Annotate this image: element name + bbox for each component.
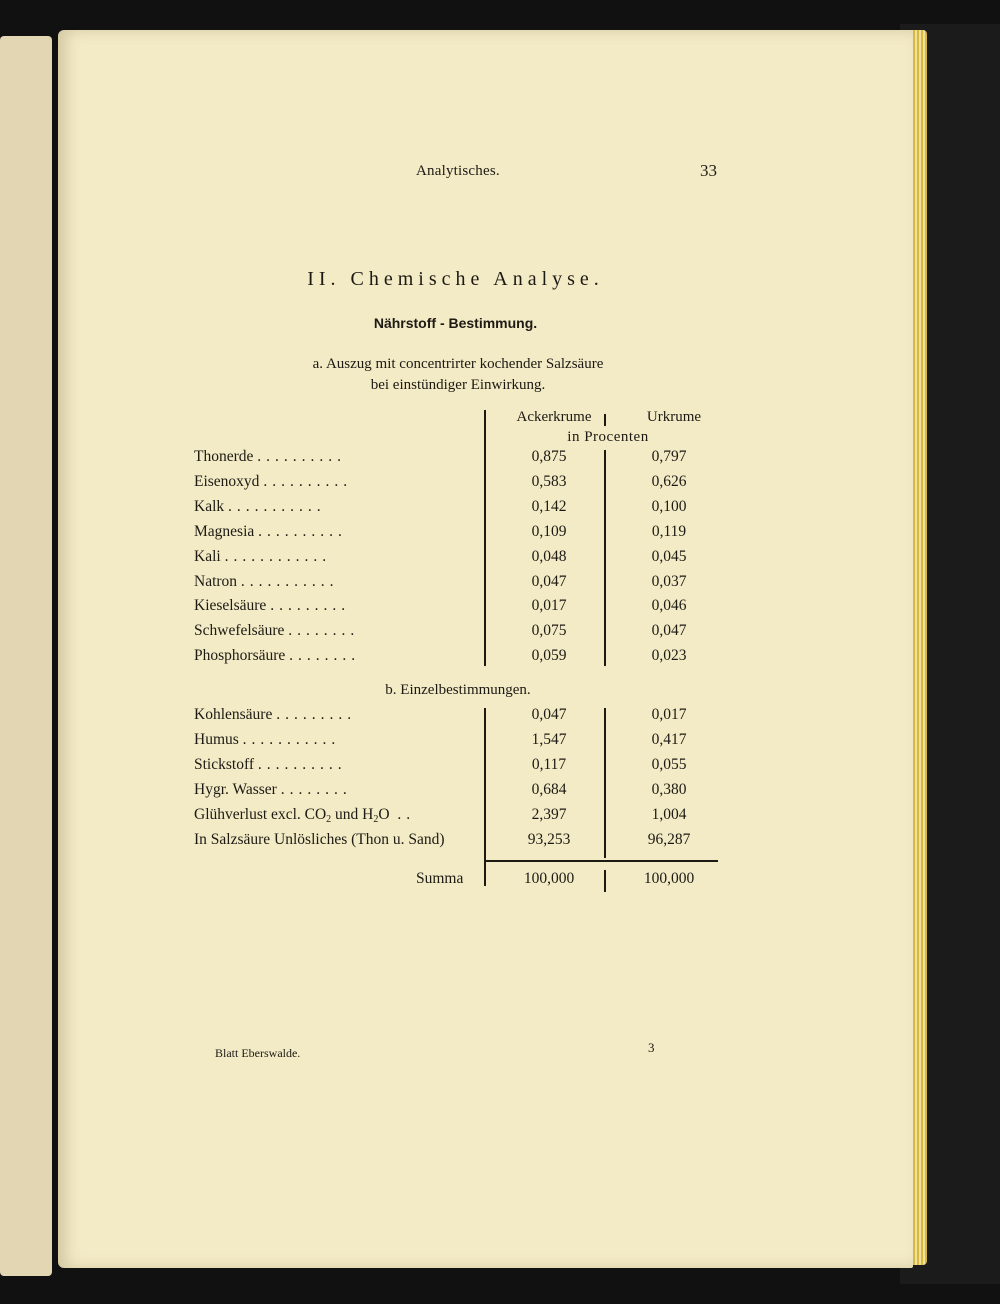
row-label: Glühverlust excl. $CO_2$ und $H_2O$ ..: [194, 806, 416, 825]
row-label: In Salzsäure Unlösliches (Thon u. Sand): [194, 831, 445, 848]
value-ackerkrume: 0,048: [531, 547, 567, 565]
value-urkrume: 0,100: [651, 497, 687, 515]
table-row: [194, 731, 754, 755]
row-label: Kalk ...........: [194, 497, 326, 515]
value-ackerkrume: 0,583: [531, 472, 567, 490]
footer-signature: Blatt Eberswalde.: [215, 1046, 301, 1060]
sum-ackerkrume: 100,000: [523, 870, 575, 887]
page-title: II. Chemische Analyse.: [307, 268, 604, 290]
value-urkrume: 0,037: [651, 572, 687, 590]
value-urkrume: 0,045: [651, 547, 687, 565]
table-row: [194, 706, 754, 730]
value-urkrume: 1,004: [651, 806, 687, 823]
sum-row: [194, 870, 754, 894]
book-page: [58, 30, 913, 1268]
page-number: 33: [700, 161, 717, 180]
table-row: [194, 597, 754, 621]
value-ackerkrume: 1,547: [531, 731, 567, 748]
value-ackerkrume: 0,047: [531, 572, 567, 590]
row-label: Kohlensäure .........: [194, 706, 357, 723]
value-ackerkrume: 0,142: [531, 497, 567, 515]
table-row: [194, 473, 754, 497]
table-row: [194, 756, 754, 780]
value-urkrume: 0,380: [651, 781, 687, 798]
table-row: [194, 523, 754, 547]
section-a-heading-line2: bei einstündiger Einwirkung.: [370, 377, 546, 393]
value-ackerkrume: 0,075: [531, 622, 567, 640]
table-row: [194, 622, 754, 646]
value-ackerkrume: 93,253: [527, 831, 571, 848]
row-label: Phosphorsäure ........: [194, 647, 361, 665]
value-ackerkrume: 0,017: [531, 597, 567, 615]
table-row: [194, 573, 754, 597]
left-page-edge: [0, 36, 52, 1276]
value-ackerkrume: 0,875: [531, 448, 567, 465]
value-ackerkrume: 0,047: [531, 706, 567, 723]
value-ackerkrume: 0,684: [531, 781, 567, 798]
value-urkrume: 0,417: [651, 731, 687, 748]
running-head: Analytisches.: [416, 163, 500, 179]
table-row: [194, 831, 754, 855]
row-label: Schwefelsäure ........: [194, 622, 360, 640]
value-urkrume: 0,797: [651, 448, 687, 465]
column-unit: in Procenten: [567, 429, 649, 445]
column-header-ackerkrume: Ackerkrume: [516, 409, 592, 425]
value-urkrume: 0,047: [651, 622, 687, 640]
value-ackerkrume: 0,109: [531, 522, 567, 540]
sum-label: Summa: [416, 870, 464, 887]
row-label: Kieselsäure .........: [194, 597, 351, 615]
table-row: [194, 548, 754, 572]
footer-sheet-number: 3: [648, 1040, 655, 1055]
table-row-gluehverlust: [194, 806, 754, 830]
value-ackerkrume: 2,397: [531, 806, 567, 823]
row-label: Kali ............: [194, 547, 332, 565]
section-a-heading-line1: a. Auszug mit concentrirter kochender Salzsäure: [312, 356, 604, 372]
value-urkrume: 0,023: [651, 647, 687, 665]
row-label: Stickstoff ..........: [194, 756, 347, 773]
row-label: Eisenoxyd ..........: [194, 472, 353, 490]
table-row: [194, 781, 754, 805]
header-rule-mid: [604, 414, 606, 426]
value-urkrume: 96,287: [647, 831, 691, 848]
row-label: Hygr. Wasser ........: [194, 781, 352, 798]
row-label: Magnesia ..........: [194, 522, 347, 540]
table-row: [194, 448, 754, 472]
sum-rule: [484, 860, 718, 862]
table-row: [194, 498, 754, 522]
value-urkrume: 0,055: [651, 756, 687, 773]
row-label: Natron ...........: [194, 572, 339, 590]
section-b-heading: b. Einzelbestimmungen.: [385, 682, 531, 698]
row-label: Thonerde ..........: [194, 448, 347, 465]
value-ackerkrume: 0,059: [531, 647, 567, 665]
sum-urkrume: 100,000: [643, 870, 695, 887]
table-row: [194, 647, 754, 671]
value-urkrume: 0,046: [651, 597, 687, 615]
value-urkrume: 0,119: [651, 522, 687, 540]
section-subtitle: Nährstoff - Bestimmung.: [373, 315, 538, 331]
value-urkrume: 0,017: [651, 706, 687, 723]
row-label: Humus ...........: [194, 731, 341, 748]
value-ackerkrume: 0,117: [531, 756, 567, 773]
column-header-urkrume: Urkrume: [646, 409, 702, 425]
value-urkrume: 0,626: [651, 472, 687, 490]
